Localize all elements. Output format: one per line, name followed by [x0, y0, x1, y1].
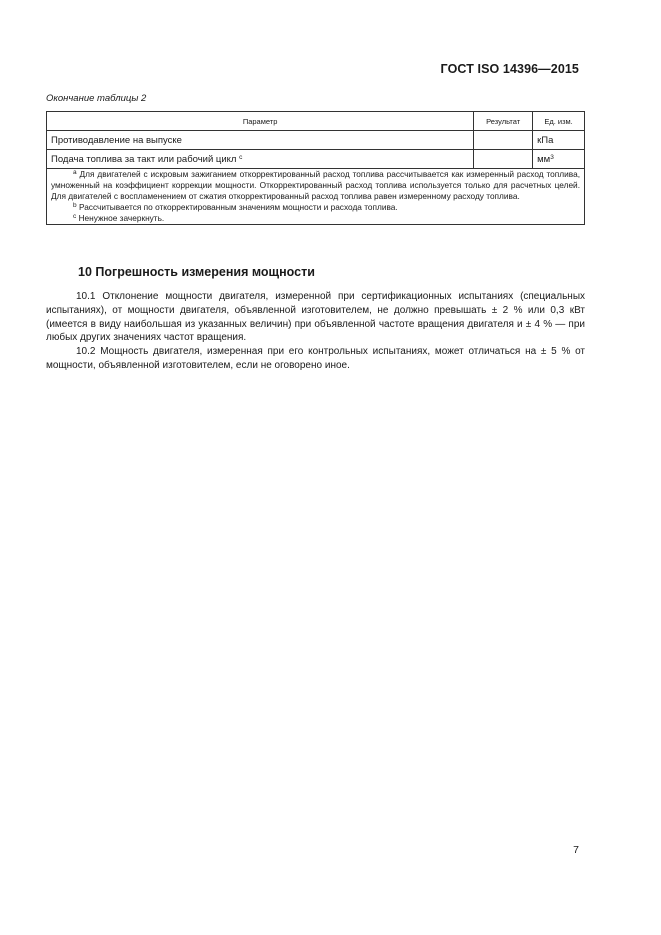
- note-c-text: Ненужное зачеркнуть.: [78, 213, 165, 223]
- section-heading: 10 Погрешность измерения мощности: [78, 265, 315, 279]
- parameter-label: Противодавление на выпуске: [51, 134, 182, 146]
- unit-label: мм: [537, 153, 551, 165]
- unit-superscript: 3: [550, 153, 554, 161]
- note-a: [51, 169, 580, 202]
- table-notes-row: [47, 169, 585, 225]
- table-row: [47, 131, 585, 150]
- cell-parameter: [47, 150, 474, 169]
- table-header-row: [47, 112, 585, 131]
- table-row: [47, 150, 585, 169]
- cell-parameter: [47, 131, 474, 150]
- cell-unit: [533, 131, 585, 150]
- column-header-unit: Ед. изм.: [533, 112, 585, 131]
- parameter-label: Подача топлива за такт или рабочий цикл: [51, 153, 237, 165]
- table-caption: Окончание таблицы 2: [46, 93, 147, 104]
- unit-label: кПа: [537, 134, 554, 146]
- cell-unit: [533, 150, 585, 169]
- table-notes: [47, 169, 585, 225]
- note-c: [51, 213, 580, 224]
- cell-result: [474, 150, 533, 169]
- note-a-text: Для двигателей с искровым зажиганием откорректированный расход топлива рассчитывается как измеренный расход топлива, умноженный на коэффициент коррекции мощности. Откорректированный расход топлива используется только для расчетных целей. Для двигателей с воспламенением от сжатия откорректированный расход топлива равен измеренному расходу топлива.: [51, 169, 580, 201]
- column-header-result: Результат: [474, 112, 533, 131]
- note-b-text: Рассчитывается по откорректированным значениям мощности и расхода топлива.: [78, 202, 398, 212]
- parameters-table: [46, 111, 585, 225]
- paragraph-10-2: 10.2 Мощность двигателя, измеренная при его контрольных испытаниях, может отличаться на ± 5 % от мощности, объявленной изготовителем, если не оговорено иное.: [46, 346, 585, 371]
- section-body: [46, 290, 585, 373]
- note-b-mark: b: [73, 202, 77, 209]
- cell-result: [474, 131, 533, 150]
- page-number: 7: [573, 844, 579, 856]
- document-id: ГОСТ ISO 14396—2015: [440, 62, 579, 76]
- note-c-mark: c: [73, 213, 77, 220]
- footnote-ref-c: c: [239, 153, 243, 161]
- note-a-mark: a: [73, 169, 77, 176]
- note-b: [51, 202, 580, 213]
- paragraph-10-1: 10.1 Отклонение мощности двигателя, измеренной при сертификационных испытаниях (специальных испытаниях), от мощности двигателя, объявленной изготовителем, не должно превышать ± 2 % или 0,3 кВт (имеется в виду наибольшая из указанных величин) при объявленной частоте вращения двигателя и ± 4 % — при любых других значениях частот вращения.: [46, 291, 585, 344]
- column-header-parameter: Параметр: [47, 112, 474, 131]
